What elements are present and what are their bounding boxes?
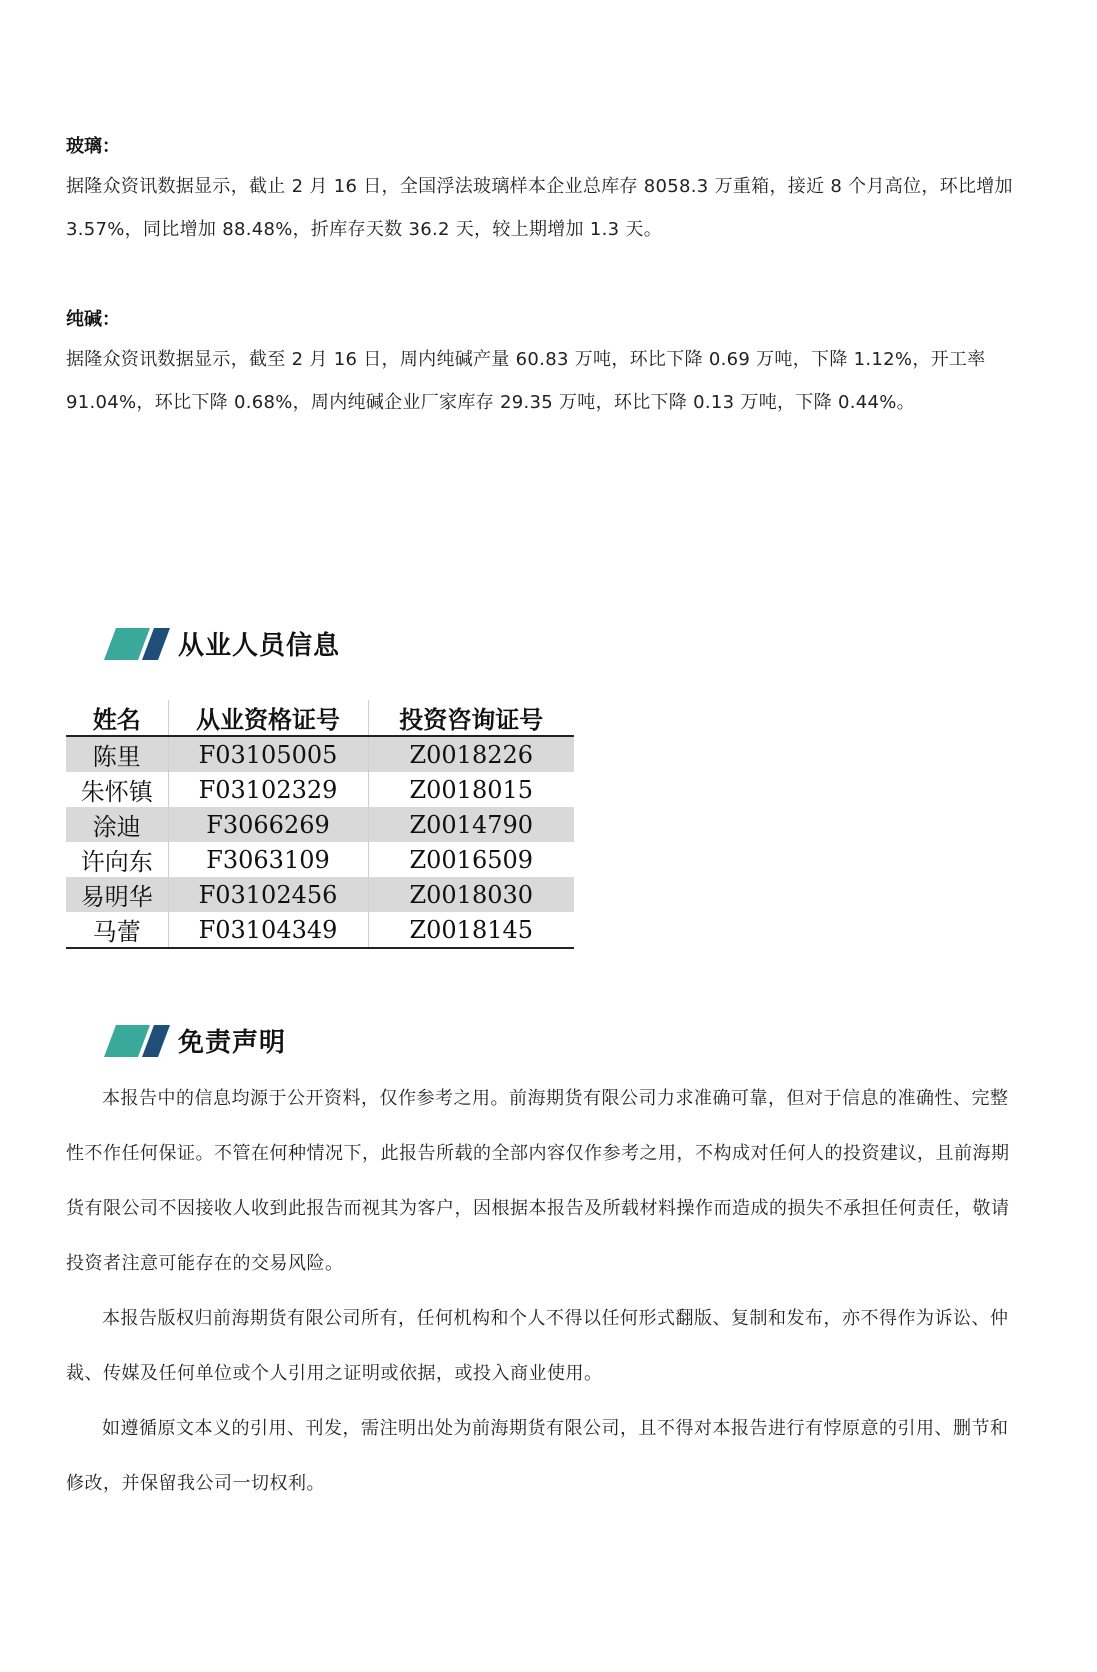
disclaimer-line: 修改，并保留我公司一切权利。 (66, 1473, 325, 1494)
table-header-row (66, 700, 574, 736)
table-row (66, 842, 574, 877)
soda-heading: 纯碱： (66, 309, 120, 330)
qualification-number: F3063109 (168, 842, 368, 877)
disclaimer-line: 投资者注意可能存在的交易风险。 (66, 1253, 344, 1274)
consulting-number: Z0018030 (368, 877, 574, 912)
disclaimer-line: 裁、传媒及任何单位或个人引用之证明或依据，或投入商业使用。 (66, 1363, 603, 1384)
qualification-number: F03104349 (168, 912, 368, 948)
qualification-number: F03105005 (168, 736, 368, 772)
banner-stripe-icon (104, 628, 170, 660)
staff-name: 马蕾 (66, 912, 168, 948)
disclaimer-section-banner (104, 1022, 286, 1059)
disclaimer-body (66, 1071, 1010, 1511)
staff-section-title: 从业人员信息 (178, 631, 341, 661)
consulting-number: Z0018015 (409, 775, 534, 804)
banner-stripe-icon (104, 1025, 170, 1057)
glass-line: 据隆众资讯数据显示，截止 2 月 16 日，全国浮法玻璃样本企业总库存 8058.3 万重箱，接近 8 个月高位，环比增加 (66, 176, 1013, 197)
table-row (66, 807, 574, 842)
column-header-name: 姓名 (66, 700, 168, 736)
staff-name: 涂迪 (66, 807, 168, 842)
glass-line: 3.57%，同比增加 88.48%，折库存天数 36.2 天，较上期增加 1.3 天。 (66, 219, 663, 240)
disclaimer-line: 本报告中的信息均源于公开资料，仅作参考之用。前海期货有限公司力求准确可靠，但对于信息的准确性、完整 (102, 1088, 1009, 1109)
consulting-number: Z0016509 (409, 845, 534, 874)
staff-table (66, 700, 574, 949)
qualification-number: F3066269 (168, 807, 368, 842)
soda-paragraph (66, 338, 986, 424)
staff-section-banner (104, 625, 340, 662)
consulting-number: Z0018226 (368, 736, 574, 772)
disclaimer-line: 如遵循原文本义的引用、刊发，需注明出处为前海期货有限公司，且不得对本报告进行有悖原意的引用、删节和 (102, 1418, 1009, 1439)
glass-paragraph (66, 165, 1013, 251)
column-header-qualification: 从业资格证号 (168, 700, 368, 736)
qualification-number: F03102329 (168, 772, 368, 807)
staff-name: 许向东 (66, 842, 168, 877)
table-row (66, 772, 574, 807)
qualification-number: F03102456 (168, 877, 368, 912)
disclaimer-section-title: 免责声明 (178, 1028, 287, 1058)
table-row (66, 736, 574, 772)
soda-line: 据隆众资讯数据显示，截至 2 月 16 日，周内纯碱产量 60.83 万吨，环比下降 0.69 万吨，下降 1.12%，开工率 (66, 349, 986, 370)
column-header-consulting: 投资咨询证号 (368, 700, 574, 736)
table-row (66, 912, 574, 948)
disclaimer-line: 本报告版权归前海期货有限公司所有，任何机构和个人不得以任何形式翻版、复制和发布，亦不得作为诉讼、仲 (102, 1308, 1009, 1329)
staff-name: 陈里 (66, 736, 168, 772)
staff-name: 易明华 (66, 877, 168, 912)
glass-heading: 玻璃： (66, 136, 120, 157)
disclaimer-line: 货有限公司不因接收人收到此报告而视其为客户，因根据本报告及所载材料操作而造成的损失不承担任何责任，敬请 (66, 1198, 1010, 1219)
table-row (66, 877, 574, 912)
soda-line: 91.04%，环比下降 0.68%，周内纯碱企业厂家库存 29.35 万吨，环比下降 0.13 万吨，下降 0.44%。 (66, 392, 915, 413)
consulting-number: Z0014790 (368, 807, 574, 842)
consulting-number: Z0018145 (368, 912, 574, 948)
disclaimer-line: 性不作任何保证。不管在何种情况下，此报告所载的全部内容仅作参考之用，不构成对任何人的投资建议，且前海期 (66, 1143, 1010, 1164)
staff-name: 朱怀镇 (66, 772, 168, 807)
